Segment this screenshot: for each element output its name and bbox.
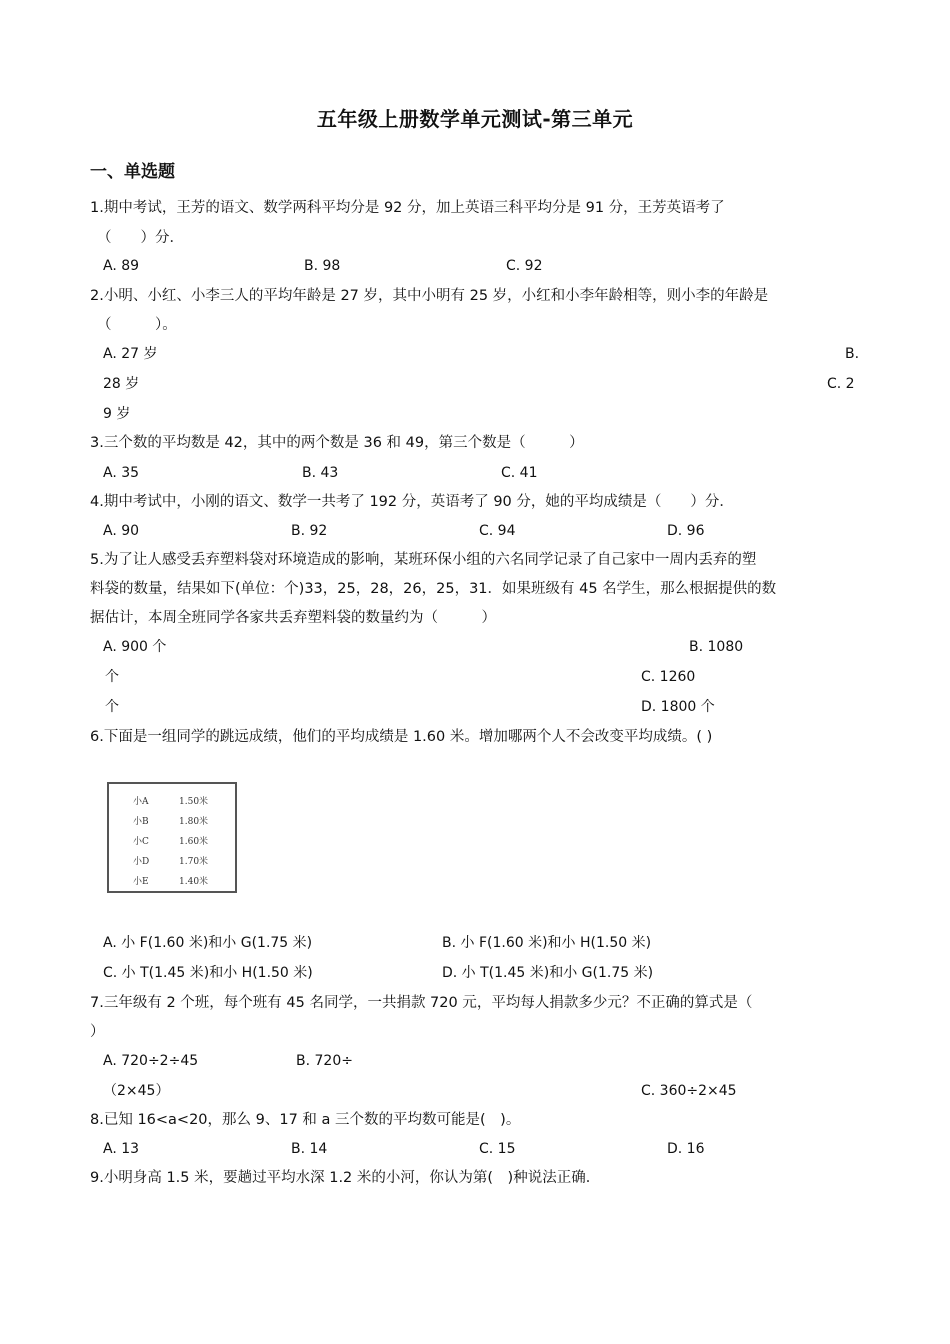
question-1-option-c[interactable]: C. 92	[506, 258, 543, 274]
student-name: 小C	[133, 837, 149, 847]
jump-distance: 1.50米	[179, 797, 209, 807]
student-name: 小B	[133, 817, 149, 827]
question-5-option-b-start[interactable]: B. 1080	[689, 639, 744, 655]
question-5-option-d[interactable]: D. 1800 个	[641, 699, 715, 715]
page-title: 五年级上册数学单元测试-第三单元	[316, 107, 634, 131]
question-7-option-b-start[interactable]: B. 720÷	[296, 1053, 353, 1069]
question-7-option-b-end[interactable]: （2×45）	[103, 1083, 170, 1099]
question-8-option-d[interactable]: D. 16	[667, 1141, 705, 1157]
question-4-text: 4.期中考试中，小刚的语文、数学一共考了 192 分，英语考了 90 分，她的平均成绩是（ ）分．	[90, 494, 734, 510]
question-6-option-a[interactable]: A. 小 F(1.60 米)和小 G(1.75 米)	[103, 935, 313, 951]
question-1-option-a[interactable]: A. 89	[103, 258, 140, 274]
question-5-option-b-end[interactable]: 个	[105, 669, 119, 685]
jump-distance: 1.80米	[179, 817, 209, 827]
question-2-blank: （ ）。	[97, 317, 177, 333]
question-1-option-b[interactable]: B. 98	[304, 258, 341, 274]
jump-distance: 1.70米	[179, 857, 209, 867]
question-2-text: 2.小明、小红、小李三人的平均年龄是 27 岁，其中小明有 25 岁，小红和小李年龄相等，则小李的年龄是	[90, 288, 769, 304]
question-2-option-c-end[interactable]: 9 岁	[103, 406, 131, 422]
question-8-text: 8.已知 16<a<20，那么 9、17 和 a 三个数的平均数可能是( )。	[90, 1112, 521, 1128]
question-8-option-a[interactable]: A. 13	[103, 1141, 140, 1157]
question-1-blank: （ ）分．	[97, 230, 184, 246]
question-5-option-a[interactable]: A. 900 个	[103, 639, 167, 655]
section-heading: 一、单选题	[90, 162, 175, 182]
question-5-text-line-3: 据估计，本周全班同学各家共丢弃塑料袋的数量约为（ ）	[90, 610, 496, 626]
question-4-option-c[interactable]: C. 94	[479, 523, 516, 539]
question-2-option-a[interactable]: A. 27 岁	[103, 346, 158, 362]
question-4-option-a[interactable]: A. 90	[103, 523, 140, 539]
question-7-option-c[interactable]: C. 360÷2×45	[641, 1083, 737, 1099]
question-5-option-c-start[interactable]: C. 1260	[641, 669, 696, 685]
question-2-option-c-start[interactable]: C. 2	[827, 376, 855, 392]
question-2-option-b-end[interactable]: 28 岁	[103, 376, 140, 392]
long-jump-score-table	[107, 782, 237, 893]
student-name: 小D	[133, 857, 150, 867]
question-1-text: 1.期中考试，王芳的语文、数学两科平均分是 92 分，加上英语三科平均分是 91 分，王芳英语考了	[90, 200, 725, 216]
question-6-option-d[interactable]: D. 小 T(1.45 米)和小 G(1.75 米)	[442, 965, 654, 981]
question-7-text-end: ）	[90, 1024, 105, 1040]
question-3-option-b[interactable]: B. 43	[302, 465, 339, 481]
question-5-option-c-end[interactable]: 个	[105, 699, 119, 715]
question-6-option-b[interactable]: B. 小 F(1.60 米)和小 H(1.50 米)	[442, 935, 652, 951]
question-9-text: 9.小明身高 1.5 米，要趟过平均水深 1.2 米的小河，你认为第( )种说法正确．	[90, 1170, 601, 1186]
question-3-text: 3.三个数的平均数是 42，其中的两个数是 36 和 49，第三个数是（ ）	[90, 435, 584, 451]
question-4-option-d[interactable]: D. 96	[667, 523, 705, 539]
student-name: 小E	[133, 877, 149, 887]
question-2-option-b-start[interactable]: B.	[845, 346, 860, 362]
question-5-text-line-1: 5.为了让人感受丢弃塑料袋对环境造成的影响，某班环保小组的六名同学记录了自己家中一周内丢弃的塑	[90, 552, 757, 568]
question-4-option-b[interactable]: B. 92	[291, 523, 328, 539]
question-7-option-a[interactable]: A. 720÷2÷45	[103, 1053, 199, 1069]
question-5-text-line-2: 料袋的数量，结果如下(单位：个)33，25，28，26，25，31．如果班级有 45 名学生，那么根据提供的数	[90, 581, 777, 597]
jump-distance: 1.40米	[179, 877, 209, 887]
question-6-text: 6.下面是一组同学的跳远成绩，他们的平均成绩是 1.60 米。增加哪两个人不会改变平均成绩。( )	[90, 729, 713, 745]
question-8-option-b[interactable]: B. 14	[291, 1141, 328, 1157]
question-6-option-c[interactable]: C. 小 T(1.45 米)和小 H(1.50 米)	[103, 965, 313, 981]
student-name: 小A	[133, 797, 149, 807]
question-3-option-a[interactable]: A. 35	[103, 465, 140, 481]
jump-distance: 1.60米	[179, 837, 209, 847]
question-7-text: 7.三年级有 2 个班，每个班有 45 名同学，一共捐款 720 元，平均每人捐款多少元？不正确的算式是（	[90, 995, 753, 1011]
question-8-option-c[interactable]: C. 15	[479, 1141, 516, 1157]
question-3-option-c[interactable]: C. 41	[501, 465, 538, 481]
